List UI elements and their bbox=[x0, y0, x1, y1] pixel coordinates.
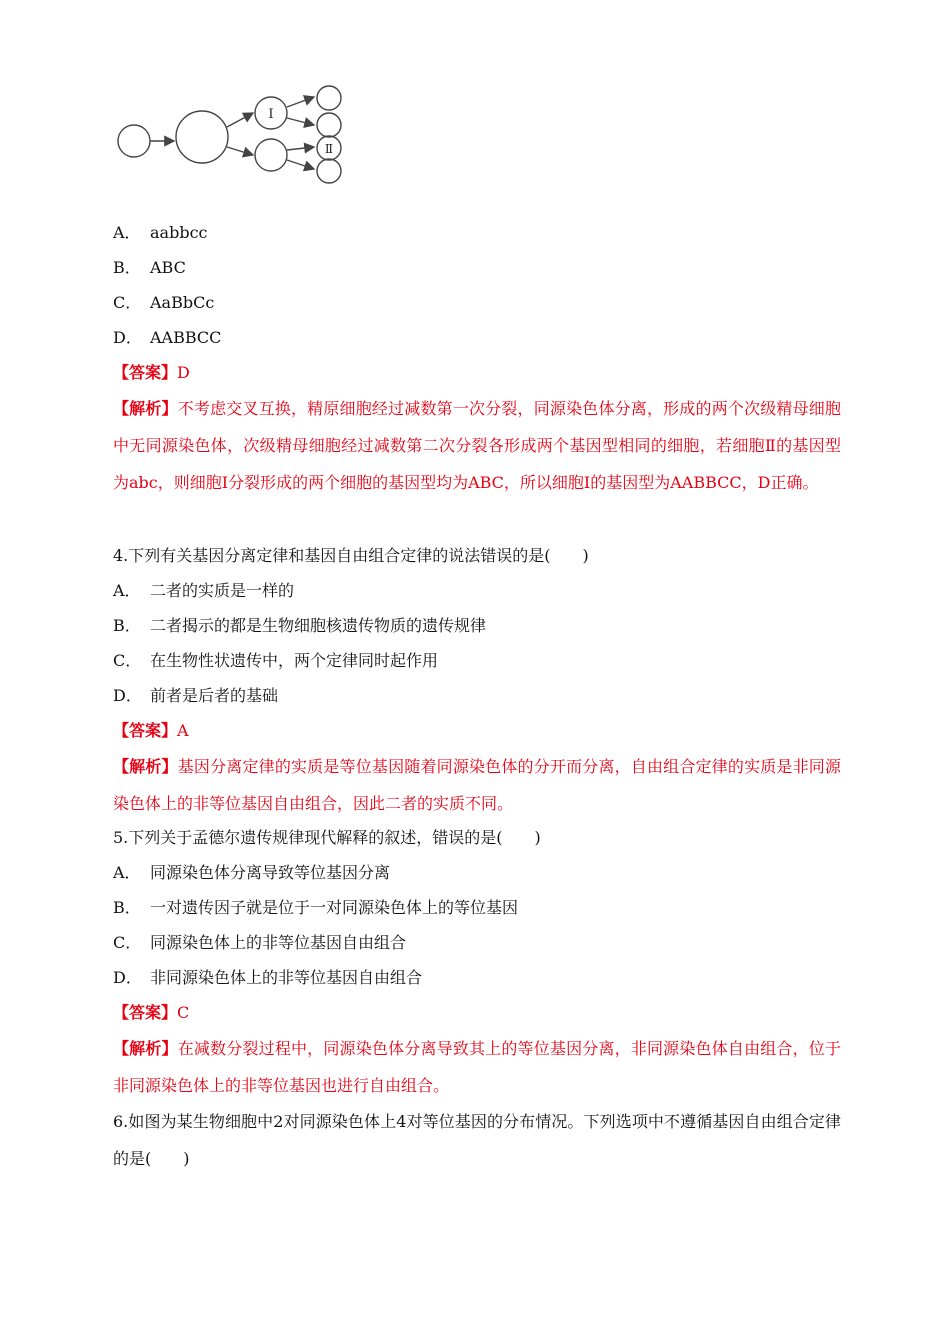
daughter-cell-4 bbox=[317, 159, 341, 183]
cell-division-diagram bbox=[112, 85, 352, 190]
label-II: Ⅱ bbox=[324, 142, 334, 156]
label-I: Ⅰ bbox=[268, 107, 274, 122]
q5-answer: 【答案】C bbox=[113, 1003, 190, 1022]
q5-option-b: B． 一对遗传因子就是位于一对同源染色体上的等位基因 bbox=[113, 898, 519, 917]
daughter-cell-1 bbox=[317, 86, 341, 110]
q5-option-c: C． 同源染色体上的非等位基因自由组合 bbox=[113, 933, 407, 952]
q3-option-a: A． aabbcc bbox=[113, 223, 208, 242]
q4-option-a: A． 二者的实质是一样的 bbox=[113, 581, 295, 600]
spermatogonium-cell bbox=[118, 125, 150, 157]
q5-analysis: 【解析】在减数分裂过程中，同源染色体分离导致其上的等位基因分离，非同源染色体自由组合，位于非同源染色体上的非等位基因也进行自由组合。 bbox=[113, 1039, 841, 1095]
q4-option-b: B． 二者揭示的都是生物细胞核遗传物质的遗传规律 bbox=[113, 616, 487, 635]
q4-option-c: C． 在生物性状遗传中，两个定律同时起作用 bbox=[113, 651, 439, 670]
q3-answer: 【答案】D bbox=[113, 363, 190, 382]
q3-option-d: D． AABBCC bbox=[113, 328, 222, 347]
q3-analysis: 【解析】不考虑交叉互换，精原细胞经过减数第一次分裂，同源染色体分离，形成的两个次级精母细胞中无同源染色体，次级精母细胞经过减数第二次分裂各形成两个基因型相同的细胞，若细胞Ⅱ的基因型为abc，则细胞Ⅰ分裂形成的两个细胞的基因型均为ABC，所以细胞Ⅰ的基因型为AABBCC，D正确。 bbox=[113, 399, 841, 492]
daughter-cell-2 bbox=[317, 113, 341, 137]
q3-option-b: B． ABC bbox=[113, 258, 186, 277]
q3-option-c: C． AaBbCc bbox=[113, 293, 215, 312]
q6-stem: 6.如图为某生物细胞中2对同源染色体上4对等位基因的分布情况。下列选项中不遵循基因自由组合定律的是( ) bbox=[113, 1112, 841, 1168]
q4-option-d: D． 前者是后者的基础 bbox=[113, 686, 279, 705]
primary-spermatocyte-cell bbox=[176, 111, 228, 163]
q5-option-a: A． 同源染色体分离导致等位基因分离 bbox=[113, 863, 391, 882]
q4-answer: 【答案】A bbox=[113, 721, 189, 740]
q5-stem: 5.下列关于孟德尔遗传规律现代解释的叙述，错误的是( ) bbox=[113, 828, 541, 847]
q5-option-d: D． 非同源染色体上的非等位基因自由组合 bbox=[113, 968, 423, 987]
q4-analysis: 【解析】基因分离定律的实质是等位基因随着同源染色体的分开而分离，自由组合定律的实质是非同源染色体上的非等位基因自由组合，因此二者的实质不同。 bbox=[113, 757, 841, 813]
secondary-cell-lower bbox=[255, 139, 287, 171]
q4-stem: 4.下列有关基因分离定律和基因自由组合定律的说法错误的是( ) bbox=[113, 546, 589, 565]
